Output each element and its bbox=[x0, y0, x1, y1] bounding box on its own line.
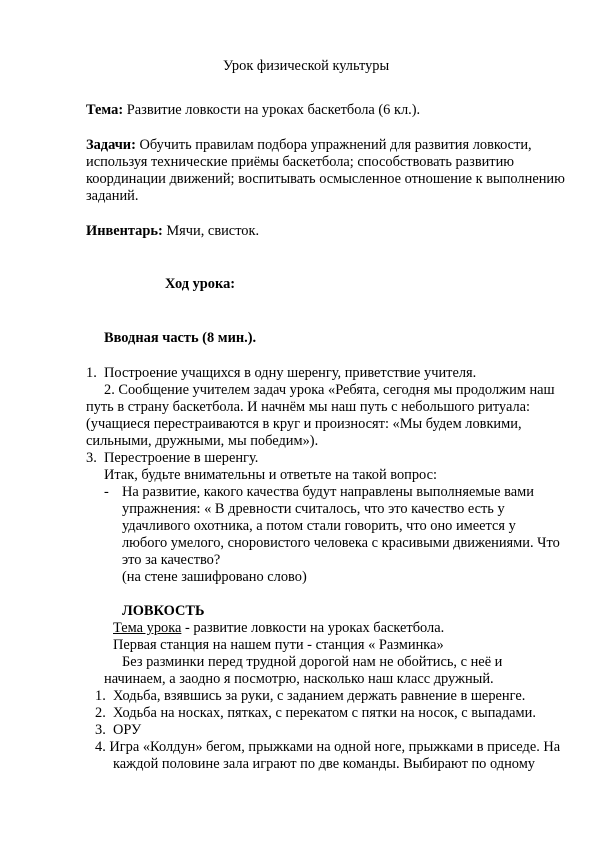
exercise-3-text: ОРУ bbox=[113, 722, 142, 738]
equipment-line bbox=[86, 223, 259, 240]
step-3-number: 3. bbox=[86, 450, 97, 466]
station-line: Первая станция на нашем пути - станция « Разминка» bbox=[113, 637, 444, 653]
answer-word: ЛОВКОСТЬ bbox=[122, 603, 205, 619]
step-1-text: Построение учащихся в одну шеренгу, приветствие учителя. bbox=[104, 365, 477, 381]
equipment-label: Инвентарь: bbox=[86, 223, 163, 239]
question-line-3: удачливого охотника, а потом стали говорить, что оно имеется у bbox=[122, 518, 516, 534]
step-2-line-2: путь в страну баскетбола. И начнём мы наш путь с небольшого ритуала: bbox=[86, 399, 531, 415]
step-2-line-1: 2. Сообщение учителем задач урока «Ребята, сегодня мы продолжим наш bbox=[104, 382, 555, 398]
lesson-heading: Ход урока: bbox=[165, 276, 236, 292]
tasks-line-3: координации движений; воспитывать осмысленное отношение к выполнению bbox=[86, 171, 565, 187]
tasks-text-1: Обучить правилам подбора упражнений для развития ловкости, bbox=[135, 137, 532, 153]
intro-heading bbox=[104, 330, 256, 347]
theme-line bbox=[86, 102, 420, 119]
game-line-1: 4. Игра «Колдун» бегом, прыжками на одной ноге, прыжками в приседе. На bbox=[95, 739, 561, 755]
warmup-line-2: начинаем, а заодно я посмотрю, насколько наш класс дружный. bbox=[104, 671, 494, 687]
equipment-text: Мячи, свисток. bbox=[162, 223, 260, 239]
question-dash: - bbox=[104, 484, 109, 500]
exercise-1-number: 1. bbox=[95, 688, 106, 704]
lesson-topic-line bbox=[113, 620, 444, 637]
step-1-number: 1. bbox=[86, 365, 97, 381]
page-title: Урок физической культуры bbox=[223, 58, 390, 74]
exercise-2-number: 2. bbox=[95, 705, 106, 721]
intro-duration: 8 мин.). bbox=[206, 330, 257, 346]
question-line-6: (на стене зашифровано слово) bbox=[122, 569, 307, 585]
theme-text: Развитие ловкости на уроках баскетбола (6 кл.). bbox=[123, 102, 421, 118]
lesson-topic-text: - развитие ловкости на уроках баскетбола. bbox=[181, 620, 445, 636]
tasks-line-2: используя технические приёмы баскетбола; способствовать развитию bbox=[86, 154, 515, 170]
game-line-2: каждой половине зала играют по две команды. Выбирают по одному bbox=[113, 756, 535, 772]
intro-label: Вводная часть ( bbox=[104, 330, 207, 346]
question-line-5: это за качество? bbox=[122, 552, 221, 568]
exercise-3-number: 3. bbox=[95, 722, 106, 738]
warmup-line-1: Без разминки перед трудной дорогой нам не обойтись, с неё и bbox=[122, 654, 503, 670]
step-3-text: Перестроение в шеренгу. bbox=[104, 450, 259, 466]
tasks-label: Задачи: bbox=[86, 137, 136, 153]
theme-label: Тема: bbox=[86, 102, 124, 118]
lesson-topic-label: Тема урока bbox=[113, 620, 182, 636]
question-intro: Итак, будьте внимательны и ответьте на такой вопрос: bbox=[104, 467, 437, 483]
step-2-line-3: (учащиеся перестраиваются в круг и произносят: «Мы будем ловкими, bbox=[86, 416, 522, 432]
exercise-1-text: Ходьба, взявшись за руки, с заданием держать равнение в шеренге. bbox=[113, 688, 526, 704]
tasks-line-4: заданий. bbox=[86, 188, 139, 204]
question-line-1: На развитие, какого качества будут направлены выполняемые вами bbox=[122, 484, 534, 500]
question-line-4: любого умелого, сноровистого человека с красивыми движениями. Что bbox=[122, 535, 560, 551]
tasks-line-1 bbox=[86, 137, 532, 154]
question-line-2: упражнения: « В древности считалось, что это качество есть у bbox=[122, 501, 505, 517]
step-2-line-4: сильными, дружными, мы победим»). bbox=[86, 433, 319, 449]
exercise-2-text: Ходьба на носках, пятках, с перекатом с пятки на носок, с выпадами. bbox=[113, 705, 536, 721]
